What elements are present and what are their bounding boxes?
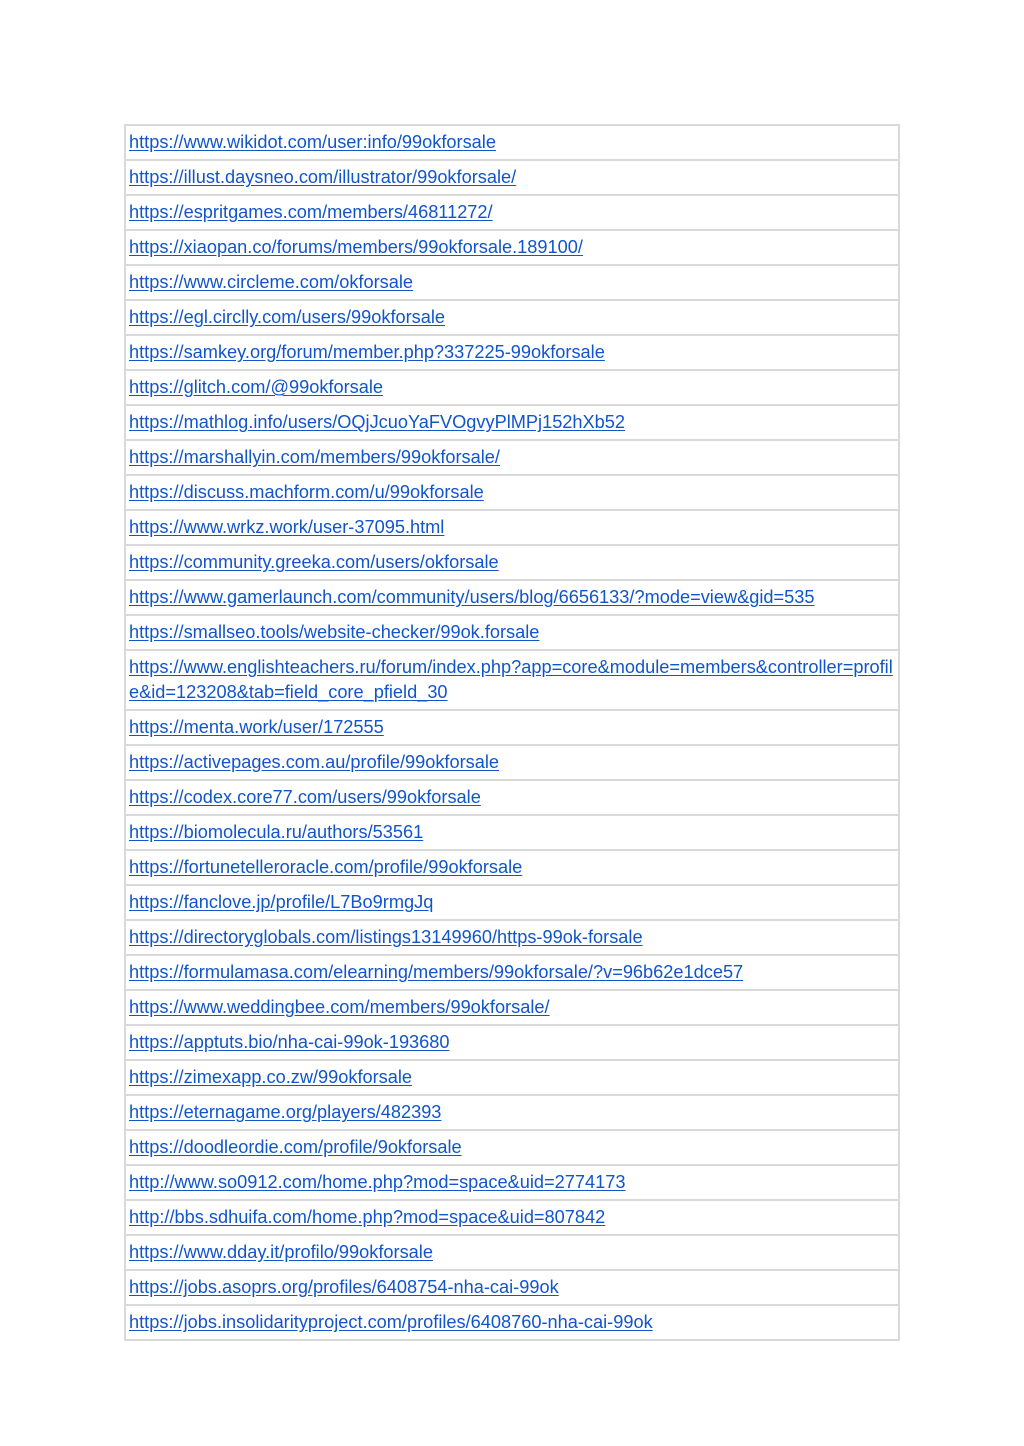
table-cell <box>125 710 899 745</box>
table-row <box>125 300 899 335</box>
table-cell <box>125 955 899 990</box>
table-row <box>125 335 899 370</box>
profile-link[interactable]: http://www.so0912.com/home.php?mod=space&uid=2774173 <box>129 1172 626 1192</box>
table-cell <box>125 650 899 710</box>
table-cell <box>125 265 899 300</box>
profile-link[interactable]: https://biomolecula.ru/authors/53561 <box>129 822 424 842</box>
table-cell <box>125 475 899 510</box>
table-cell <box>125 335 899 370</box>
table-row <box>125 650 899 710</box>
table-row <box>125 405 899 440</box>
table-row <box>125 195 899 230</box>
table-cell <box>125 195 899 230</box>
table-row <box>125 510 899 545</box>
table-row <box>125 475 899 510</box>
profile-link[interactable]: https://www.weddingbee.com/members/99okforsale/ <box>129 997 550 1017</box>
table-cell <box>125 545 899 580</box>
profile-link[interactable]: https://www.gamerlaunch.com/community/users/blog/6656133/?mode=view&gid=535 <box>129 587 815 607</box>
profile-link[interactable]: https://www.dday.it/profilo/99okforsale <box>129 1242 433 1262</box>
profile-link[interactable]: https://fortunetelleroracle.com/profile/99okforsale <box>129 857 523 877</box>
table-cell <box>125 125 899 160</box>
profile-link[interactable]: https://espritgames.com/members/46811272/ <box>129 202 493 222</box>
profile-link[interactable]: https://www.englishteachers.ru/forum/index.php?app=core&module=members&controller=profile&id=123208&tab=field_core_pfield_30 <box>129 657 893 702</box>
table-cell <box>125 300 899 335</box>
table-cell <box>125 1165 899 1200</box>
profile-link[interactable]: https://jobs.asoprs.org/profiles/6408754-nha-cai-99ok <box>129 1277 559 1297</box>
profile-link[interactable]: https://egl.circlly.com/users/99okforsale <box>129 307 446 327</box>
table-row <box>125 885 899 920</box>
table-row <box>125 1095 899 1130</box>
table-row <box>125 580 899 615</box>
table-cell <box>125 510 899 545</box>
table-cell <box>125 885 899 920</box>
table-row <box>125 265 899 300</box>
profile-link[interactable]: https://directoryglobals.com/listings13149960/https-99ok-forsale <box>129 927 643 947</box>
profile-link[interactable]: https://jobs.insolidarityproject.com/profiles/6408760-nha-cai-99ok <box>129 1312 653 1332</box>
profile-link[interactable]: https://glitch.com/@99okforsale <box>129 377 384 397</box>
table-cell <box>125 160 899 195</box>
table-cell <box>125 920 899 955</box>
table-cell <box>125 440 899 475</box>
table-cell <box>125 1130 899 1165</box>
table-row <box>125 780 899 815</box>
profile-link[interactable]: https://zimexapp.co.zw/99okforsale <box>129 1067 413 1087</box>
profile-link[interactable]: https://community.greeka.com/users/okforsale <box>129 552 499 572</box>
table-cell <box>125 580 899 615</box>
profile-link[interactable]: https://smallseo.tools/website-checker/99ok.forsale <box>129 622 540 642</box>
table-row <box>125 440 899 475</box>
profile-link[interactable]: https://discuss.machform.com/u/99okforsale <box>129 482 484 502</box>
table-cell <box>125 370 899 405</box>
profile-link[interactable]: https://www.wrkz.work/user-37095.html <box>129 517 445 537</box>
table-cell <box>125 1305 899 1340</box>
table-cell <box>125 230 899 265</box>
profile-link[interactable]: https://samkey.org/forum/member.php?337225-99okforsale <box>129 342 605 362</box>
profile-link[interactable]: https://apptuts.bio/nha-cai-99ok-193680 <box>129 1032 450 1052</box>
profile-link[interactable]: https://menta.work/user/172555 <box>129 717 384 737</box>
profile-link[interactable]: https://formulamasa.com/elearning/members/99okforsale/?v=96b62e1dce57 <box>129 962 744 982</box>
table-cell <box>125 745 899 780</box>
links-table-body <box>125 125 899 1340</box>
profile-link[interactable]: https://www.circleme.com/okforsale <box>129 272 414 292</box>
table-row <box>125 545 899 580</box>
table-cell <box>125 1060 899 1095</box>
profile-link[interactable]: http://bbs.sdhuifa.com/home.php?mod=space&uid=807842 <box>129 1207 606 1227</box>
table-row <box>125 1200 899 1235</box>
profile-link[interactable]: https://www.wikidot.com/user:info/99okforsale <box>129 132 496 152</box>
table-cell <box>125 850 899 885</box>
table-row <box>125 955 899 990</box>
table-cell <box>125 405 899 440</box>
profile-link[interactable]: https://illust.daysneo.com/illustrator/99okforsale/ <box>129 167 517 187</box>
table-row <box>125 370 899 405</box>
table-row <box>125 230 899 265</box>
table-row <box>125 710 899 745</box>
table-row <box>125 815 899 850</box>
table-cell <box>125 780 899 815</box>
profile-link[interactable]: https://marshallyin.com/members/99okforsale/ <box>129 447 500 467</box>
table-row <box>125 1165 899 1200</box>
table-cell <box>125 615 899 650</box>
profile-link[interactable]: https://xiaopan.co/forums/members/99okforsale.189100/ <box>129 237 583 257</box>
profile-link[interactable]: https://activepages.com.au/profile/99okforsale <box>129 752 500 772</box>
profile-link[interactable]: https://doodleordie.com/profile/9okforsale <box>129 1137 462 1157</box>
table-cell <box>125 1235 899 1270</box>
table-row <box>125 125 899 160</box>
table-cell <box>125 1025 899 1060</box>
table-row <box>125 615 899 650</box>
table-row <box>125 920 899 955</box>
profile-link[interactable]: https://mathlog.info/users/OQjJcuoYaFVOgvyPlMPj152hXb52 <box>129 412 626 432</box>
table-row <box>125 1235 899 1270</box>
table-row <box>125 1130 899 1165</box>
table-row <box>125 850 899 885</box>
table-row <box>125 990 899 1025</box>
table-row <box>125 1270 899 1305</box>
table-cell <box>125 1095 899 1130</box>
table-row <box>125 1060 899 1095</box>
table-row <box>125 1025 899 1060</box>
table-cell <box>125 815 899 850</box>
profile-link[interactable]: https://fanclove.jp/profile/L7Bo9rmgJq <box>129 892 434 912</box>
table-row <box>125 160 899 195</box>
table-cell <box>125 1270 899 1305</box>
table-row <box>125 745 899 780</box>
table-cell <box>125 1200 899 1235</box>
profile-link[interactable]: https://codex.core77.com/users/99okforsale <box>129 787 481 807</box>
links-table <box>124 124 900 1341</box>
table-cell <box>125 990 899 1025</box>
profile-link[interactable]: https://eternagame.org/players/482393 <box>129 1102 442 1122</box>
table-row <box>125 1305 899 1340</box>
